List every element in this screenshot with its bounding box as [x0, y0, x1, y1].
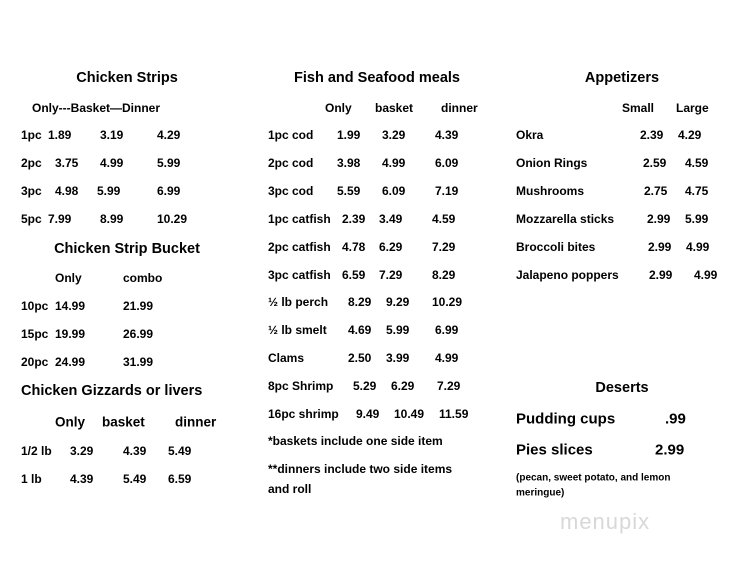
price: 6.09 [382, 183, 406, 198]
price: 4.99 [100, 156, 124, 170]
item-label: 10pc [21, 299, 49, 313]
item-label: 1pc [21, 128, 42, 142]
item-label: 2pc cod [268, 155, 314, 170]
price: 1.99 [337, 128, 361, 142]
price: 4.59 [432, 211, 456, 226]
item-label: 1/2 lb [21, 444, 52, 458]
price: 4.29 [157, 128, 181, 142]
column-header: combo [123, 271, 163, 285]
price: 8.29 [432, 267, 456, 282]
price: 4.78 [342, 239, 366, 254]
price: .99 [665, 410, 686, 428]
appetizers-title: Appetizers [584, 70, 660, 86]
watermark: menupix [560, 509, 651, 534]
column-header: Large [676, 101, 709, 115]
item-label: 2pc [21, 156, 42, 170]
price: 5.59 [337, 183, 361, 198]
price: 6.99 [157, 184, 181, 198]
item-label: 1pc catfish [268, 211, 331, 226]
price: 24.99 [55, 355, 86, 369]
item-label: 1pc cod [268, 128, 314, 142]
item-label: 3pc [21, 184, 42, 198]
price: 2.39 [640, 128, 664, 142]
price: 7.29 [432, 239, 456, 254]
deserts-title: Deserts [595, 380, 649, 396]
price: 3.19 [100, 128, 124, 142]
item-label: ½ lb smelt [268, 323, 327, 338]
item-label: Mozzarella sticks [516, 212, 615, 226]
price: 4.99 [382, 155, 406, 170]
item-label: 5pc [21, 212, 42, 226]
price: 4.75 [685, 184, 709, 198]
column-header: dinner [175, 414, 217, 430]
price: 7.99 [48, 212, 72, 226]
column-header: basket [102, 414, 145, 430]
price: 2.99 [648, 240, 672, 254]
price: 7.19 [435, 183, 459, 198]
item-label: Onion Rings [516, 156, 588, 170]
price: 4.69 [348, 323, 372, 338]
price: 31.99 [123, 355, 154, 369]
chicken-strips-title: Chicken Strips [76, 70, 178, 86]
bucket-title: Chicken Strip Bucket [54, 241, 200, 257]
price: 2.75 [644, 184, 668, 198]
price: 19.99 [55, 327, 86, 341]
price: 2.59 [643, 156, 667, 170]
footnote: *baskets include one side item [268, 434, 443, 448]
price: 6.29 [379, 239, 403, 254]
price: 3.49 [379, 211, 403, 226]
item-label: Clams [268, 351, 305, 366]
item-label: 3pc catfish [268, 267, 331, 282]
price: 4.39 [123, 444, 147, 458]
item-label: 16pc shrimp [268, 407, 339, 421]
footnote: and roll [268, 482, 312, 496]
price: 5.99 [157, 156, 181, 170]
price: 2.99 [647, 212, 671, 226]
price: 6.99 [435, 323, 459, 338]
price: 11.59 [439, 407, 469, 421]
price: 2.99 [649, 268, 673, 282]
column-header: Only [325, 101, 352, 115]
price: 4.98 [55, 184, 79, 198]
price: 2.50 [348, 351, 372, 366]
item-label: 15pc [21, 327, 49, 341]
price: 9.29 [386, 295, 410, 310]
price: 7.29 [379, 267, 403, 282]
price: 1.89 [48, 128, 72, 142]
item-label: Okra [516, 128, 544, 142]
column-header: basket [375, 101, 414, 115]
footnote: **dinners include two side items [268, 462, 453, 476]
gizzards-title: Chicken Gizzards or livers [21, 383, 203, 399]
price: 3.75 [55, 156, 79, 170]
price: 4.29 [678, 128, 702, 142]
price: 7.29 [437, 379, 461, 394]
item-label: 8pc Shrimp [268, 379, 334, 394]
price: 21.99 [123, 299, 154, 313]
price: 9.49 [356, 407, 380, 421]
price: 5.99 [386, 323, 410, 338]
price: 5.99 [97, 184, 121, 198]
column-header: Only [55, 414, 86, 430]
price: 5.49 [123, 472, 147, 486]
item-label: 2pc catfish [268, 239, 331, 254]
item-label: 20pc [21, 355, 49, 369]
price: 6.29 [391, 379, 415, 394]
column-header: Only [55, 271, 82, 285]
price: 10.49 [394, 407, 425, 421]
column-header: Small [622, 101, 655, 115]
desert-note: (pecan, sweet potato, and lemon [516, 472, 671, 484]
item-label: ½ lb perch [268, 295, 329, 310]
price: 2.99 [655, 441, 685, 459]
desert-note: meringue) [516, 487, 565, 499]
chicken-strips-header: Only---Basket—Dinner [32, 101, 161, 115]
column-header: dinner [441, 101, 478, 115]
price: 3.98 [337, 155, 361, 170]
price: 5.99 [685, 212, 709, 226]
price: 3.29 [382, 128, 406, 142]
price: 5.29 [353, 379, 377, 394]
item-label: Broccoli bites [516, 240, 596, 254]
price: 10.29 [432, 295, 463, 310]
price: 4.99 [694, 268, 718, 282]
price: 6.59 [342, 267, 366, 282]
item-label: Mushrooms [516, 184, 585, 198]
price: 4.99 [686, 240, 710, 254]
item-label: 1 lb [21, 472, 42, 486]
item-label: Pies slices [516, 441, 593, 459]
price: 6.59 [168, 472, 192, 486]
price: 8.29 [348, 295, 372, 310]
price: 4.59 [685, 156, 709, 170]
price: 10.29 [157, 212, 188, 226]
price: 3.99 [386, 351, 410, 366]
price: 14.99 [55, 299, 86, 313]
price: 26.99 [123, 327, 154, 341]
price: 2.39 [342, 211, 366, 226]
item-label: Pudding cups [516, 410, 616, 428]
price: 6.09 [435, 155, 459, 170]
fish-title: Fish and Seafood meals [294, 70, 460, 86]
price: 3.29 [70, 444, 94, 458]
price: 4.39 [435, 128, 459, 142]
item-label: Jalapeno poppers [516, 268, 619, 282]
price: 8.99 [100, 212, 124, 226]
price: 4.39 [70, 472, 94, 486]
item-label: 3pc cod [268, 183, 314, 198]
price: 5.49 [168, 444, 192, 458]
price: 4.99 [435, 351, 459, 366]
